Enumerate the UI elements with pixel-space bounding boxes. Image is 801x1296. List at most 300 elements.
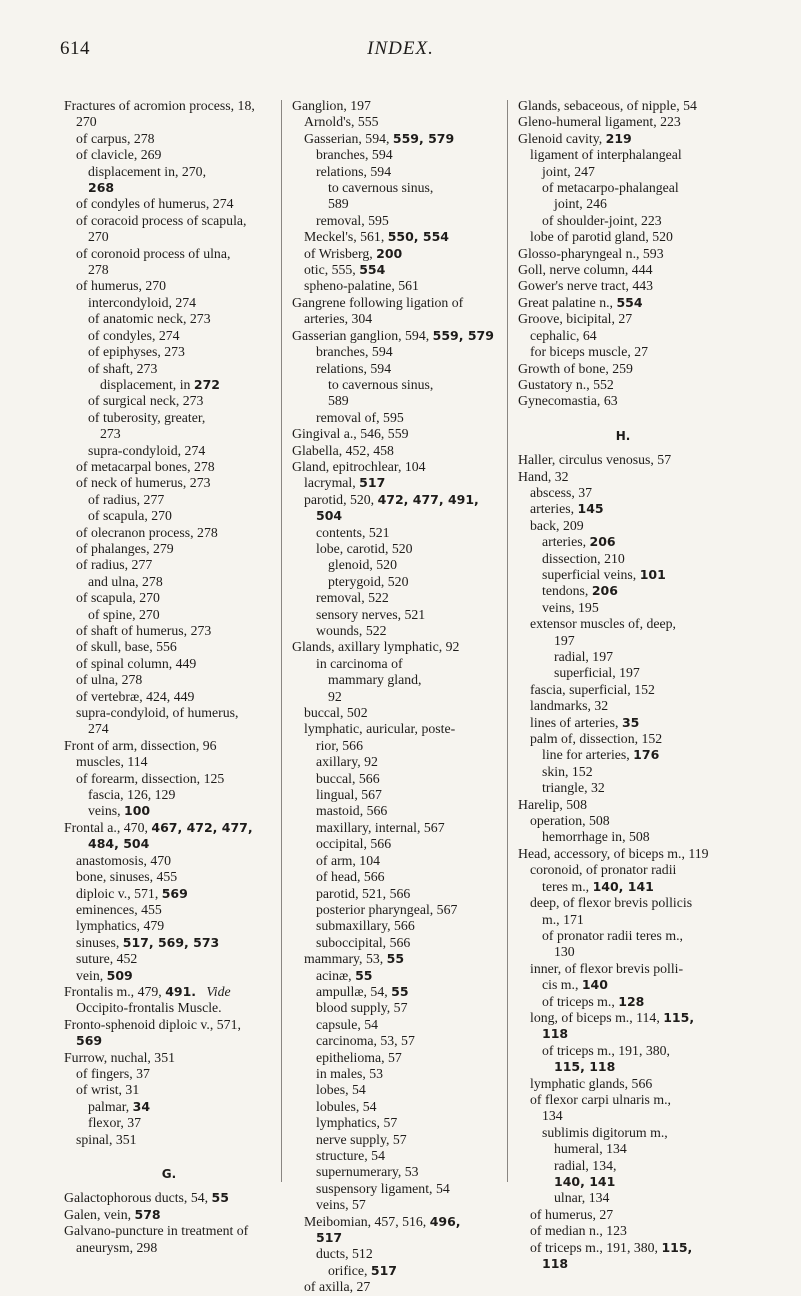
entry-page-bold: 550, 554 (387, 229, 450, 245)
index-entry (518, 633, 744, 649)
index-entry (292, 180, 518, 196)
index-entry (64, 721, 290, 737)
entry-page-bold: 206 (589, 534, 616, 550)
entry-text: Great palatine n., (518, 294, 617, 310)
index-entry (518, 1190, 744, 1206)
entry-text: tendons, (542, 583, 592, 599)
index-entry (292, 1066, 518, 1082)
index-entry (292, 886, 518, 902)
entry-text: lobe, carotid, 520 (316, 540, 413, 556)
index-entry (292, 1132, 518, 1148)
entry-text: pterygoid, 520 (328, 573, 409, 589)
entry-text: 589 (328, 393, 349, 409)
index-entry (64, 951, 290, 967)
entry-page-bold: 578 (134, 1206, 161, 1222)
index-entry (64, 836, 290, 852)
entry-text: of humerus, 27 (530, 1206, 614, 1222)
index-entry (518, 846, 744, 862)
entry-text: Growth of bone, 259 (518, 360, 633, 376)
entry-text: of radius, 277 (76, 557, 153, 573)
entry-text: hemorrhage in, 508 (542, 829, 650, 845)
entry-text: muscles, 114 (76, 754, 148, 770)
index-entry (292, 525, 518, 541)
index-entry (292, 787, 518, 803)
entry-text: blood supply, 57 (316, 1000, 408, 1016)
index-entry (518, 147, 744, 163)
index-entry (518, 485, 744, 501)
entry-page-bold: 115, (661, 1239, 693, 1255)
index-entry (64, 196, 290, 212)
entry-page-bold: 176 (633, 747, 660, 763)
index-entry (64, 278, 290, 294)
entry-text: Galen, vein, (64, 1206, 135, 1222)
index-entry (292, 410, 518, 426)
entry-text: diploic v., 571, (76, 885, 162, 901)
entry-page-bold: 554 (359, 262, 386, 278)
entry-text: 197 (554, 632, 575, 648)
entry-text: mammary, 53, (304, 951, 387, 967)
index-entry (64, 262, 290, 278)
index-entry (518, 229, 744, 245)
index-entry (292, 1164, 518, 1180)
index-entry (64, 771, 290, 787)
entry-text: buccal, 502 (304, 705, 368, 721)
index-entry (518, 452, 744, 468)
index-entry (518, 1108, 744, 1124)
index-entry (518, 278, 744, 294)
column-divider (507, 100, 508, 1182)
entry-page-bold: 128 (618, 993, 645, 1009)
entry-text: skin, 152 (542, 763, 593, 779)
entry-text: removal of, 595 (316, 409, 404, 425)
index-entry (292, 1050, 518, 1066)
index-entry (518, 961, 744, 977)
entry-text: suboccipital, 566 (316, 934, 411, 950)
index-entry (518, 1141, 744, 1157)
entry-text: spheno-palatine, 561 (304, 278, 419, 294)
index-entry (64, 180, 290, 196)
entry-text: of condyles of humerus, 274 (76, 196, 234, 212)
index-entry (518, 928, 744, 944)
entry-page-bold: 554 (616, 294, 643, 310)
index-entry (518, 377, 744, 393)
index-entry (518, 813, 744, 829)
entry-text: 589 (328, 196, 349, 212)
entry-page-bold: 504 (316, 508, 343, 524)
entry-text: of flexor carpi ulnaris m., (530, 1091, 671, 1107)
index-entry (64, 361, 290, 377)
entry-text: joint, 247 (542, 163, 595, 179)
entry-text: Gower's nerve tract, 443 (518, 278, 654, 294)
entry-text: Groove, bicipital, 27 (518, 311, 633, 327)
entry-page-bold: 115, (663, 1009, 695, 1025)
entry-page-bold: 118 (542, 1026, 569, 1042)
index-entry (64, 393, 290, 409)
index-entry (292, 951, 518, 967)
entry-text: triangle, 32 (542, 780, 605, 796)
index-entry (292, 968, 518, 984)
index-entry (518, 344, 744, 360)
entry-text: lines of arteries, (530, 714, 622, 730)
entry-page-bold: 100 (124, 803, 151, 819)
index-entry (518, 731, 744, 747)
index-entry (518, 1240, 744, 1256)
entry-text: lymphatic, auricular, poste- (304, 721, 456, 737)
index-entry (518, 583, 744, 599)
entry-page-bold: 509 (106, 967, 133, 983)
index-entry (292, 1279, 518, 1295)
index-entry (518, 328, 744, 344)
index-entry (292, 836, 518, 852)
entry-text: wounds, 522 (316, 623, 387, 638)
entry-page-bold: 118 (542, 1256, 569, 1272)
index-entry (518, 747, 744, 763)
entry-text: branches, 594 (316, 344, 393, 360)
entry-text: of coronoid process of ulna, (76, 245, 231, 261)
index-entry (292, 656, 518, 672)
entry-text: Furrow, nuchal, 351 (64, 1049, 175, 1065)
index-entry (292, 459, 518, 475)
entry-text: Fractures of acromion process, 18, (64, 98, 255, 113)
index-entry (518, 797, 744, 813)
index-entry (64, 1132, 290, 1148)
index-entry (292, 508, 518, 524)
entry-text: 278 (88, 262, 109, 278)
index-entry (64, 1033, 290, 1049)
entry-page-bold: 206 (591, 583, 618, 599)
index-entry (292, 771, 518, 787)
index-entry (518, 649, 744, 665)
index-entry (64, 1115, 290, 1131)
entry-text: of metacarpal bones, 278 (76, 458, 215, 474)
entry-text: of fingers, 37 (76, 1065, 150, 1081)
index-entry (518, 895, 744, 911)
entry-text: of wrist, 31 (76, 1082, 140, 1098)
entry-text: ulnar, 134 (554, 1190, 610, 1206)
index-entry (292, 623, 518, 639)
section-heading: H. (615, 428, 631, 443)
index-entry (518, 994, 744, 1010)
index-entry (64, 1082, 290, 1098)
entry-text: eminences, 455 (76, 901, 162, 917)
index-entry (292, 1263, 518, 1279)
index-entry (292, 1148, 518, 1164)
index-entry (518, 1174, 744, 1190)
entry-text: rior, 566 (316, 737, 363, 753)
index-entry (64, 803, 290, 819)
index-entry (64, 689, 290, 705)
index-entry (64, 902, 290, 918)
entry-text: glenoid, 520 (328, 557, 397, 573)
index-entry (518, 501, 744, 517)
index-entry (64, 1017, 290, 1033)
index-entry (64, 918, 290, 934)
index-entry (64, 98, 290, 114)
index-entry (292, 1000, 518, 1016)
index-entry (518, 246, 744, 262)
index-entry (292, 213, 518, 229)
index-entry (518, 131, 744, 147)
entry-text: of shoulder-joint, 223 (542, 212, 662, 228)
index-entry (64, 311, 290, 327)
index-entry (518, 114, 744, 130)
index-entry (518, 764, 744, 780)
index-entry (64, 114, 290, 130)
entry-text: deep, of flexor brevis pollicis (530, 895, 693, 911)
entry-text: superficial veins, (542, 566, 640, 582)
entry-text: superficial, 197 (554, 665, 640, 681)
entry-page-bold: 517 (359, 475, 386, 491)
index-entry (518, 534, 744, 550)
entry-text: displacement, in (100, 376, 194, 392)
entry-text: relations, 594 (316, 163, 392, 179)
index-entry (64, 557, 290, 573)
index-column-3 (518, 98, 744, 1272)
entry-text: in carcinoma of (316, 655, 403, 671)
entry-page-bold: 559, 579 (392, 130, 455, 146)
entry-text: fascia, 126, 129 (88, 787, 176, 803)
entry-text: of metacarpo-phalangeal (542, 180, 679, 196)
index-entry (292, 1181, 518, 1197)
entry-text: spinal, 351 (76, 1131, 137, 1147)
entry-text: for biceps muscle, 27 (530, 344, 649, 360)
index-entry (518, 311, 744, 327)
entry-text: humeral, 134 (554, 1141, 627, 1157)
entry-text: Gangrene following ligation of (292, 294, 464, 310)
column-divider (281, 100, 282, 1182)
index-entry (64, 590, 290, 606)
index-entry (292, 754, 518, 770)
entry-text: lymphatic glands, 566 (530, 1075, 653, 1091)
entry-text: submaxillary, 566 (316, 918, 415, 934)
index-columns (64, 98, 784, 1295)
index-entry (64, 820, 290, 836)
index-entry (64, 213, 290, 229)
index-entry (292, 1246, 518, 1262)
entry-text: abscess, 37 (530, 484, 593, 500)
entry-text: of coracoid process of scapula, (76, 212, 247, 228)
entry-page-bold: 140 (581, 977, 608, 993)
index-entry (518, 551, 744, 567)
entry-text: line for arteries, (542, 747, 634, 763)
entry-text: lingual, 567 (316, 787, 382, 803)
index-entry (292, 984, 518, 1000)
entry-text: 274 (88, 721, 109, 737)
index-entry (292, 114, 518, 130)
entry-text: of triceps m., (542, 993, 619, 1009)
index-entry (292, 262, 518, 278)
index-entry (292, 721, 518, 737)
index-entry (292, 853, 518, 869)
entry-text: mastoid, 566 (316, 803, 388, 819)
index-entry (518, 780, 744, 796)
entry-text: of phalanges, 279 (76, 540, 174, 556)
entry-text: sublimis digitorum m., (542, 1124, 668, 1140)
entry-text: buccal, 566 (316, 770, 380, 786)
entry-text: posterior pharyngeal, 567 (316, 901, 458, 917)
index-entry (518, 393, 744, 409)
index-entry (64, 787, 290, 803)
entry-text: Arnold's, 555 (304, 114, 379, 130)
entry-text: Gustatory n., 552 (518, 376, 614, 392)
index-entry (292, 918, 518, 934)
entry-text: lobules, 54 (316, 1098, 377, 1114)
index-entry (518, 196, 744, 212)
entry-text: 92 (328, 688, 342, 704)
index-entry (292, 1033, 518, 1049)
entry-page-bold: 517 (370, 1262, 397, 1278)
entry-text: relations, 594 (316, 360, 392, 376)
index-entry (292, 344, 518, 360)
index-entry (64, 475, 290, 491)
index-entry (292, 98, 518, 114)
index-entry (518, 1092, 744, 1108)
entry-text: Haller, circulus venosus, 57 (518, 452, 672, 468)
entry-text: orifice, (328, 1262, 371, 1278)
entry-text: of shaft of humerus, 273 (76, 623, 212, 638)
entry-text: arteries, (530, 501, 578, 517)
entry-text: radial, 134, (554, 1157, 617, 1173)
entry-text: of Wrisberg, (304, 245, 377, 261)
entry-text: Frontal a., 470, (64, 819, 152, 835)
entry-text: structure, 54 (316, 1148, 385, 1163)
index-column-2 (292, 98, 518, 1295)
entry-text: Front of arm, dissection, 96 (64, 737, 217, 753)
entry-text: palm of, dissection, 152 (530, 731, 663, 747)
entry-text: Glands, axillary lymphatic, 92 (292, 639, 460, 655)
index-entry (64, 574, 290, 590)
entry-text: of surgical neck, 273 (88, 393, 204, 409)
entry-page-bold: 219 (605, 130, 632, 146)
entry-text: to cavernous sinus, (328, 376, 434, 392)
entry-text: Fronto-sphenoid diploic v., 571, (64, 1016, 241, 1032)
entry-text: Gland, epitrochlear, 104 (292, 458, 426, 474)
entry-text: aneurysm, 298 (76, 1239, 158, 1255)
entry-text: radial, 197 (554, 649, 614, 664)
index-entry (64, 164, 290, 180)
entry-page-bold: 559, 579 (432, 327, 494, 343)
entry-text: ligament of interphalangeal (530, 147, 682, 163)
index-entry (292, 935, 518, 951)
index-entry (292, 590, 518, 606)
entry-text: supra-condyloid, of humerus, (76, 705, 239, 721)
entry-crossref: Vide (196, 983, 231, 999)
entry-text: Goll, nerve column, 444 (518, 262, 653, 278)
entry-page-bold: 34 (132, 1098, 151, 1114)
entry-text: veins, 57 (316, 1197, 366, 1213)
entry-text: of radius, 277 (88, 491, 165, 507)
entry-page-bold: 55 (211, 1190, 229, 1206)
entry-text: Glands, sebaceous, of nipple, 54 (518, 98, 697, 113)
entry-text: in males, 53 (316, 1065, 384, 1081)
entry-text: landmarks, 32 (530, 698, 609, 714)
entry-text: 270 (76, 114, 97, 130)
index-entry (518, 469, 744, 485)
entry-text: parotid, 520, (304, 491, 378, 507)
entry-page-bold: 200 (376, 245, 403, 261)
entry-text: Gasserian, 594, (304, 130, 393, 146)
entry-text: Gasserian ganglion, 594, (292, 327, 433, 343)
index-entry (518, 1076, 744, 1092)
index-entry (292, 492, 518, 508)
entry-text: Galactophorous ducts, 54, (64, 1190, 212, 1206)
index-entry (518, 1125, 744, 1141)
entry-text: acinæ, (316, 967, 356, 983)
index-entry (64, 869, 290, 885)
index-entry (292, 475, 518, 491)
entry-page-bold: 491. (165, 983, 197, 999)
entry-text: cephalic, 64 (530, 327, 597, 343)
index-entry (64, 295, 290, 311)
page-header (0, 38, 801, 68)
index-entry (518, 1026, 744, 1042)
index-entry (518, 829, 744, 845)
entry-text: 134 (542, 1108, 563, 1124)
entry-text: Meibomian, 457, 516, (304, 1213, 430, 1229)
entry-text: removal, 522 (316, 590, 389, 606)
index-entry (64, 1066, 290, 1082)
index-entry (518, 1158, 744, 1174)
index-entry (64, 623, 290, 639)
index-entry (518, 295, 744, 311)
index-entry (64, 935, 290, 951)
index-entry (64, 705, 290, 721)
entry-text: 270 (88, 229, 109, 245)
entry-text: of arm, 104 (316, 852, 380, 868)
entry-text: suture, 452 (76, 951, 138, 967)
entry-text: suspensory ligament, 54 (316, 1180, 450, 1196)
entry-text: of pronator radii teres m., (542, 927, 683, 943)
entry-text: ducts, 512 (316, 1246, 373, 1262)
entry-page-bold: 484, 504 (88, 836, 150, 852)
index-entry (292, 689, 518, 705)
entry-page-bold: 272 (193, 376, 220, 392)
index-entry (518, 879, 744, 895)
entry-text: Glabella, 452, 458 (292, 442, 394, 458)
entry-text: ampullæ, 54, (316, 983, 392, 999)
entry-text: flexor, 37 (88, 1115, 142, 1131)
entry-text: Galvano-puncture in treatment of (64, 1223, 249, 1239)
index-entry (292, 147, 518, 163)
entry-text: supra-condyloid, 274 (88, 442, 206, 458)
entry-page-bold: 145 (577, 501, 604, 517)
index-entry (292, 541, 518, 557)
index-entry (292, 1017, 518, 1033)
entry-text: lacrymal, (304, 475, 360, 491)
entry-text: vein, (76, 967, 107, 983)
entry-text: sinuses, (76, 934, 123, 950)
entry-text: mammary gland, (328, 672, 422, 688)
page-number: 614 (60, 38, 90, 59)
index-entry (292, 1099, 518, 1115)
entry-text: Glenoid cavity, (518, 130, 606, 146)
entry-page-bold: 35 (621, 714, 640, 730)
entry-text: anastomosis, 470 (76, 852, 172, 868)
entry-text: 130 (554, 944, 575, 960)
entry-page-bold: 496, (429, 1213, 461, 1229)
entry-text: capsule, 54 (316, 1016, 379, 1032)
entry-text: of tuberosity, greater, (88, 409, 206, 425)
entry-text: veins, 195 (542, 599, 599, 615)
index-entry (518, 1059, 744, 1075)
index-entry (518, 213, 744, 229)
index-entry (292, 1197, 518, 1213)
index-entry (518, 616, 744, 632)
entry-text: Gynecomastia, 63 (518, 393, 618, 409)
entry-text: otic, 555, (304, 262, 360, 278)
index-entry (64, 672, 290, 688)
index-entry (292, 574, 518, 590)
